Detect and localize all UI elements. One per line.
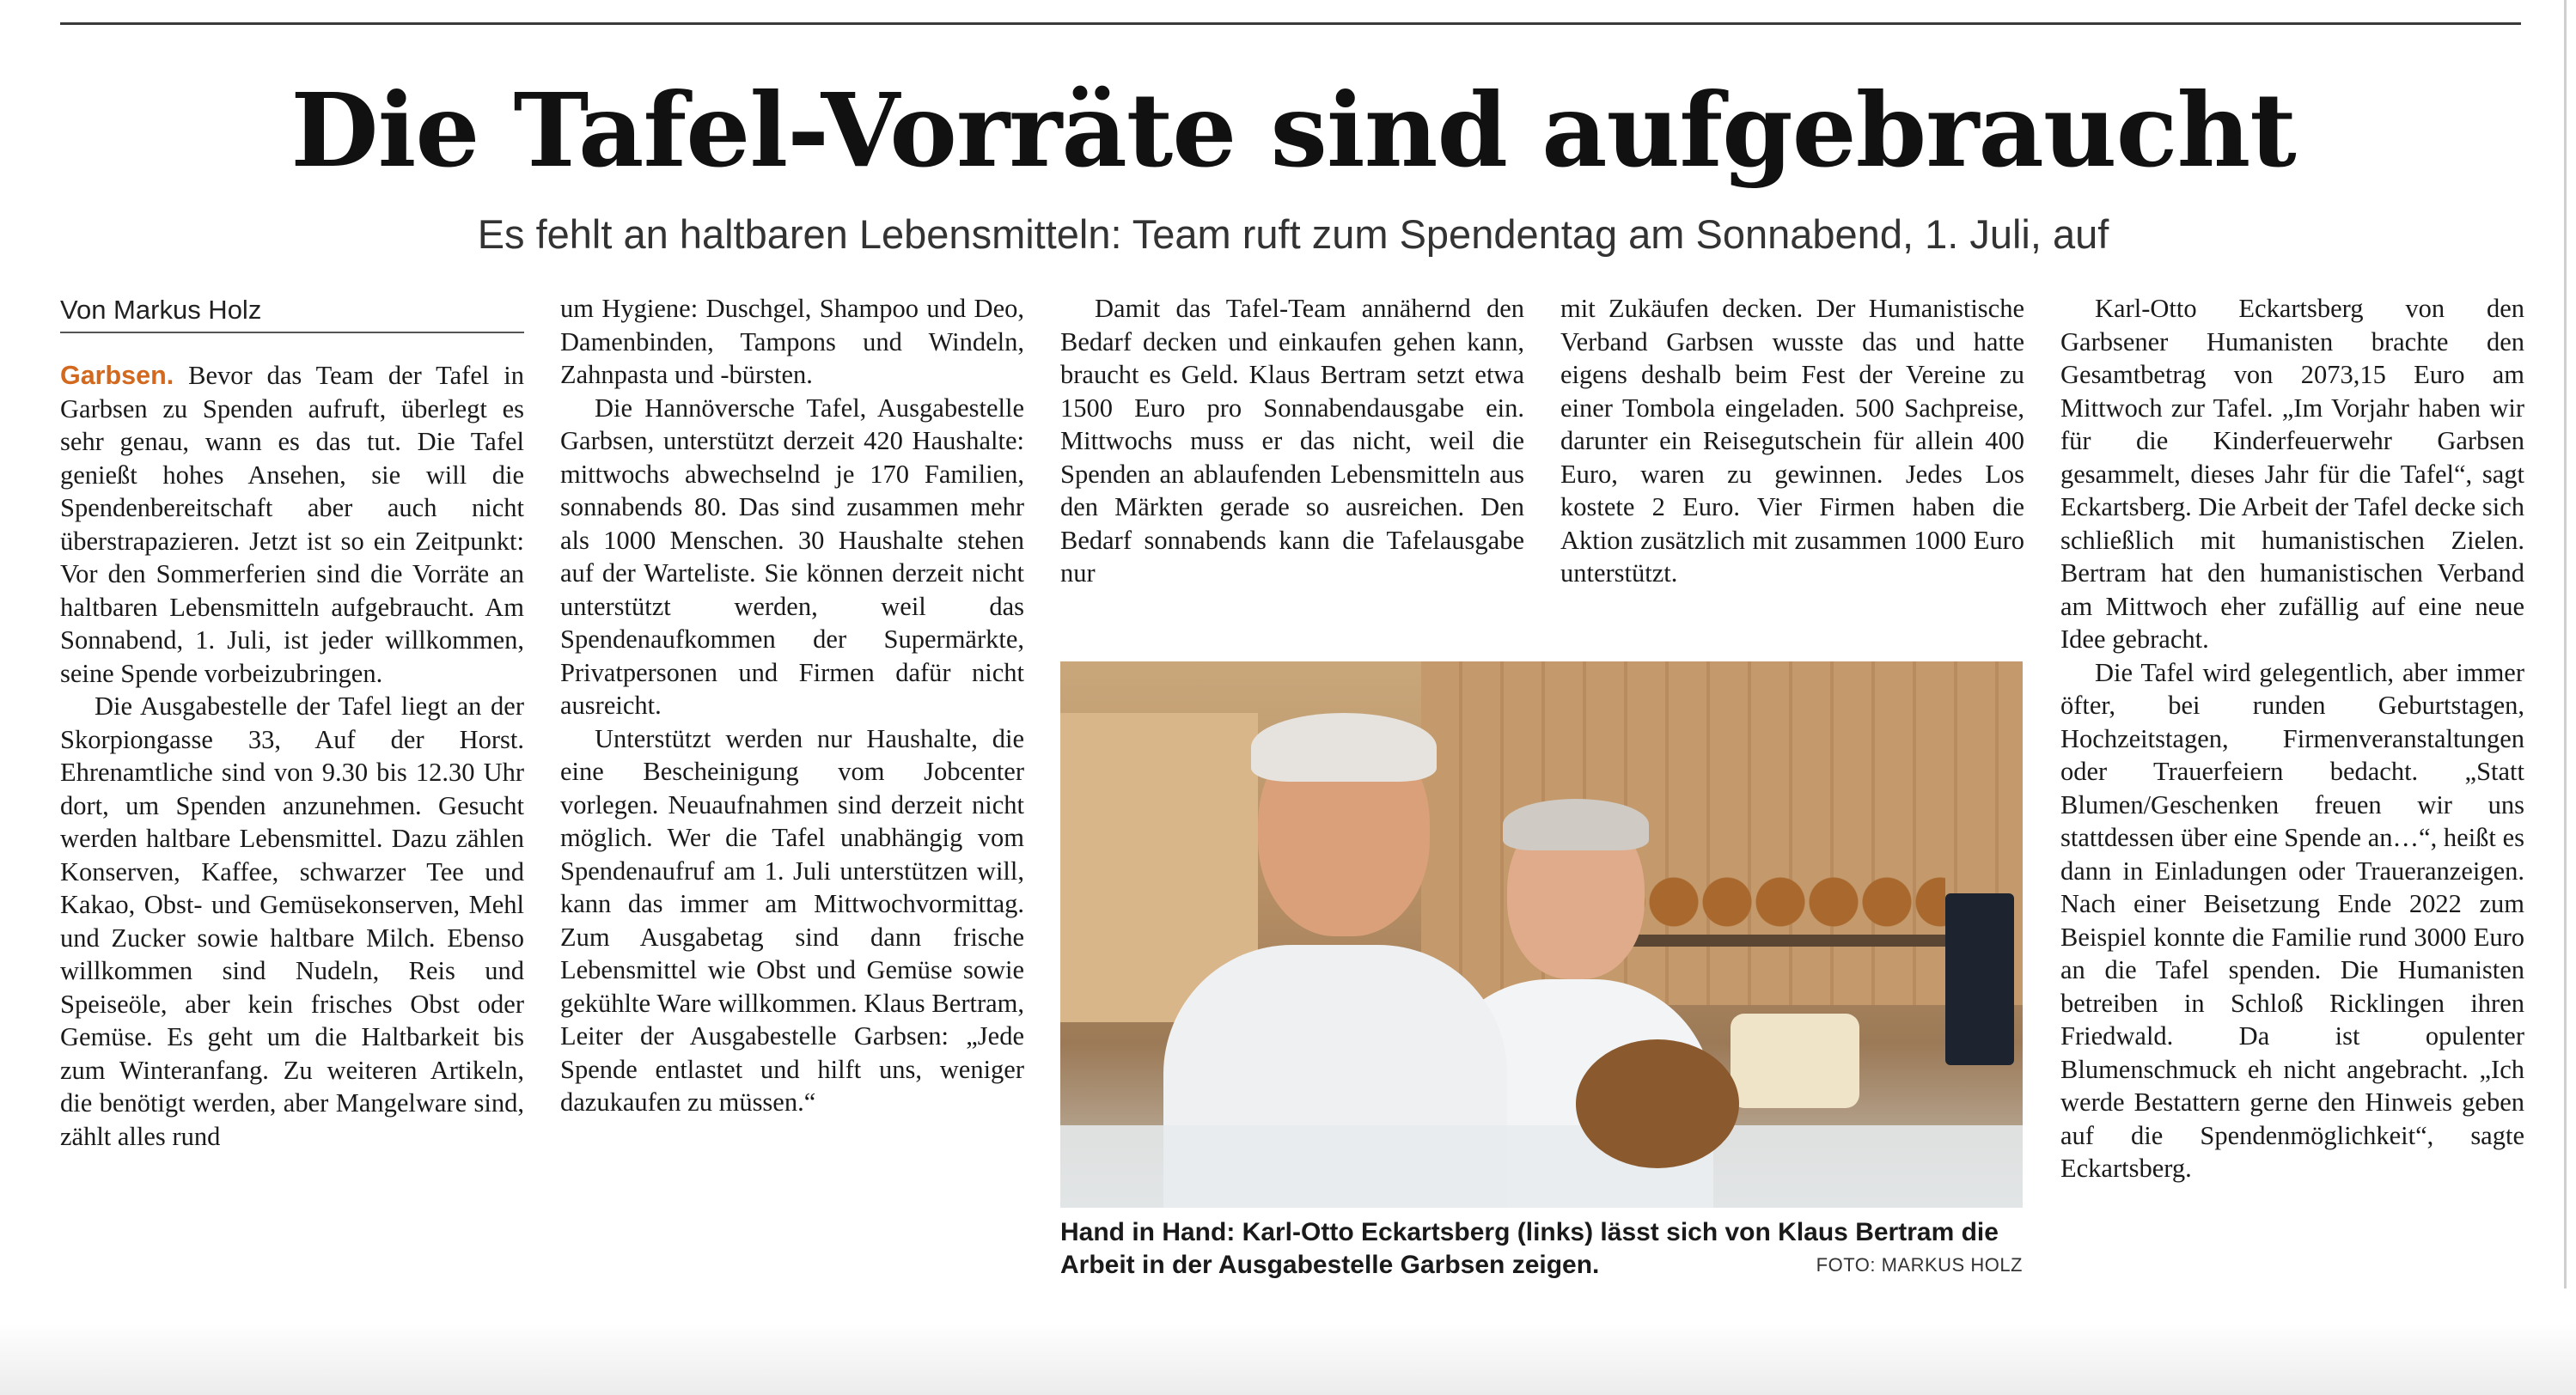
- byline: Von Markus Holz: [60, 295, 262, 325]
- subheadline: Es fehlt an haltbaren Lebensmitteln: Team ruft zum Spendentag am Sonnabend, 1. Juli, auf: [477, 211, 2109, 257]
- photo-caption: Hand in Hand: Karl-Otto Eckartsberg (links) lässt sich von Klaus Bertram die Arbeit in der Ausgabestelle Garbsen zeigen.: [1060, 1218, 1999, 1279]
- article-column-5: [2060, 292, 2524, 1288]
- byline-rule: [60, 332, 524, 333]
- paragraph: um Hygiene: Duschgel, Shampoo und Deo, Damenbinden, Tampons und Windeln, Zahnpasta und -bürsten.: [560, 294, 1024, 389]
- photo-display-screen: [1945, 893, 2014, 1065]
- paragraph: Die Ausgabestelle der Tafel liegt an der Skorpiongasse 33, Auf der Horst. Ehrenamtliche sind von 9.30 bis 12.30 Uhr dort, um Spenden anzunehmen. Gesucht werden haltbare Lebensmittel. Dazu zählen Konserven, Kaffee, schwarzer Tee und Kakao, Obst- und Gemüsekonserven, Mehl und Zucker sowie haltbare Milch. Ebenso willkommen sind Nudeln, Reis und Speiseöle, aber kein frisches Obst oder Gemüse. Es geht um die Haltbarkeit bis zum Winteranfang. Zu weiteren Artikeln, die benötigt werden, aber Mangelware sind, zählt alles rund: [60, 691, 524, 1151]
- page-edge: [2564, 0, 2567, 1288]
- photo-person-right-hair: [1503, 799, 1649, 850]
- photo-person-left-hair: [1251, 713, 1437, 782]
- article-column-1: [60, 359, 524, 1287]
- paragraph: mit Zukäufen decken. Der Humanistische Verband Garbsen wusste das und hatte eigens deshalb beim Fest der Vereine zu einer Tombola eingeladen. 500 Sachpreise, darunter ein Reisegutschein für allein 400 Euro, waren zu gewinnen. Jedes Los kostete 2 Euro. Vier Firmen haben die Aktion zusätzlich mit zusammen 1000 Euro unterstützt.: [1560, 294, 2024, 588]
- paragraph: Damit das Tafel-Team annähernd den Bedarf decken und einkaufen gehen kann, braucht es Geld. Klaus Bertram setzt etwa 1500 Euro pro Sonnabendausgabe ein. Mittwochs muss er das nicht, weil die Spenden an ablaufenden Lebensmitteln aus den Märkten gerade so ausreichen. Den Bedarf sonnabends kann die Tafelausgabe nur: [1060, 294, 1524, 588]
- paragraph: Die Hannöversche Tafel, Ausgabestelle Garbsen, unterstützt derzeit 420 Haushalte: mittwochs abwechselnd je 170 Familien, sonnabends 80. Das sind zusammen mehr als 1000 Menschen. 30 Haushalte stehen auf der Warteliste. Sie können derzeit nicht unterstützt werden, weil das Spendenaufkommen der Supermärkte, Privatpersonen und Firmen dafür nicht ausreicht.: [560, 393, 1024, 720]
- article-column-2: [560, 292, 1024, 1288]
- paragraph: Die Tafel wird gelegentlich, aber immer öfter, bei runden Geburtstagen, Hochzeitstagen, Firmenveranstaltungen oder Trauerfeiern bedacht. „Statt Blumen/Geschenken freuen wir uns stattdessen über eine Spende an…“, heißt es dann in Einladungen oder Traueranzeigen. Nach einer Beisetzung Ende 2022 zum Beispiel konnte die Familie rund 3000 Euro an die Tafel spenden. Die Humanisten betreiben in Schloß Ricklingen ihren Friedwald. Da ist opulenter Blumenschmuck eh nicht angebracht. „Ich werde Bestattern gerne den Hinweis geben auf die Spendenmöglichkeit“, sagte Eckartsberg.: [2060, 657, 2524, 1183]
- article-column-4: [1560, 292, 2024, 618]
- photo-credit: FOTO: MARKUS HOLZ: [1816, 1254, 2023, 1276]
- article-column-3: [1060, 292, 1524, 618]
- dateline: Garbsen.: [60, 361, 174, 390]
- photo-bread-tray: [1731, 1014, 1859, 1108]
- top-rule: [60, 22, 2521, 25]
- paragraph: [60, 359, 524, 690]
- paragraph: Unterstützt werden nur Haushalte, die eine Bescheinigung vom Jobcenter vorlegen. Neuaufnahmen sind derzeit nicht möglich. Wer die Tafel unabhängig vom Spendenaufruf am 1. Juli unterstützen will, kann das immer am Mittwochvormittag. Zum Ausgabetag sind dann frische Lebensmittel wie Obst und Gemüse sowie gekühlte Ware willkommen. Klaus Bertram, Leiter der Ausgabestelle Garbsen: „Jede Spende entlastet und hilft uns, weniger dazukaufen zu müssen.“: [560, 723, 1024, 1117]
- photo-counter: [1060, 1125, 2023, 1208]
- paragraph-text: Bevor das Team der Tafel in Garbsen zu Spenden aufruft, überlegt es sehr genau, wann es das tut. Die Tafel genießt hohes Ansehen, sie will die Spendenbereitschaft aber auch nicht überstrapazieren. Jetzt ist so ein Zeitpunkt: Vor den Sommerferien sind die Vorräte an haltbaren Lebensmitteln aufgebraucht. Am Sonnabend, 1. Juli, ist jeder willkommen, seine Spende vorbeizubringen.: [60, 361, 524, 688]
- paragraph: Karl-Otto Eckartsberg von den Garbsener Humanisten brachte den Gesamtbetrag von 2073,15 Euro am Mittwoch zur Tafel. „Im Vorjahr haben wir für die Kinderfeuerwehr Garbsen gesammelt, dieses Jahr für die Tafel“, sagt Eckartsberg. Die Arbeit der Tafel decke sich schließlich mit humanistischen Zielen. Bertram hat den humanistischen Verband am Mittwoch eher zufällig auf eine neue Idee gebracht.: [2060, 294, 2524, 654]
- photo-bread-loaf: [1576, 1039, 1739, 1168]
- article-photo: [1060, 661, 2023, 1208]
- headline: Die Tafel-Vorräte sind aufgebraucht: [290, 70, 2296, 190]
- bottom-edge: [0, 1323, 2576, 1395]
